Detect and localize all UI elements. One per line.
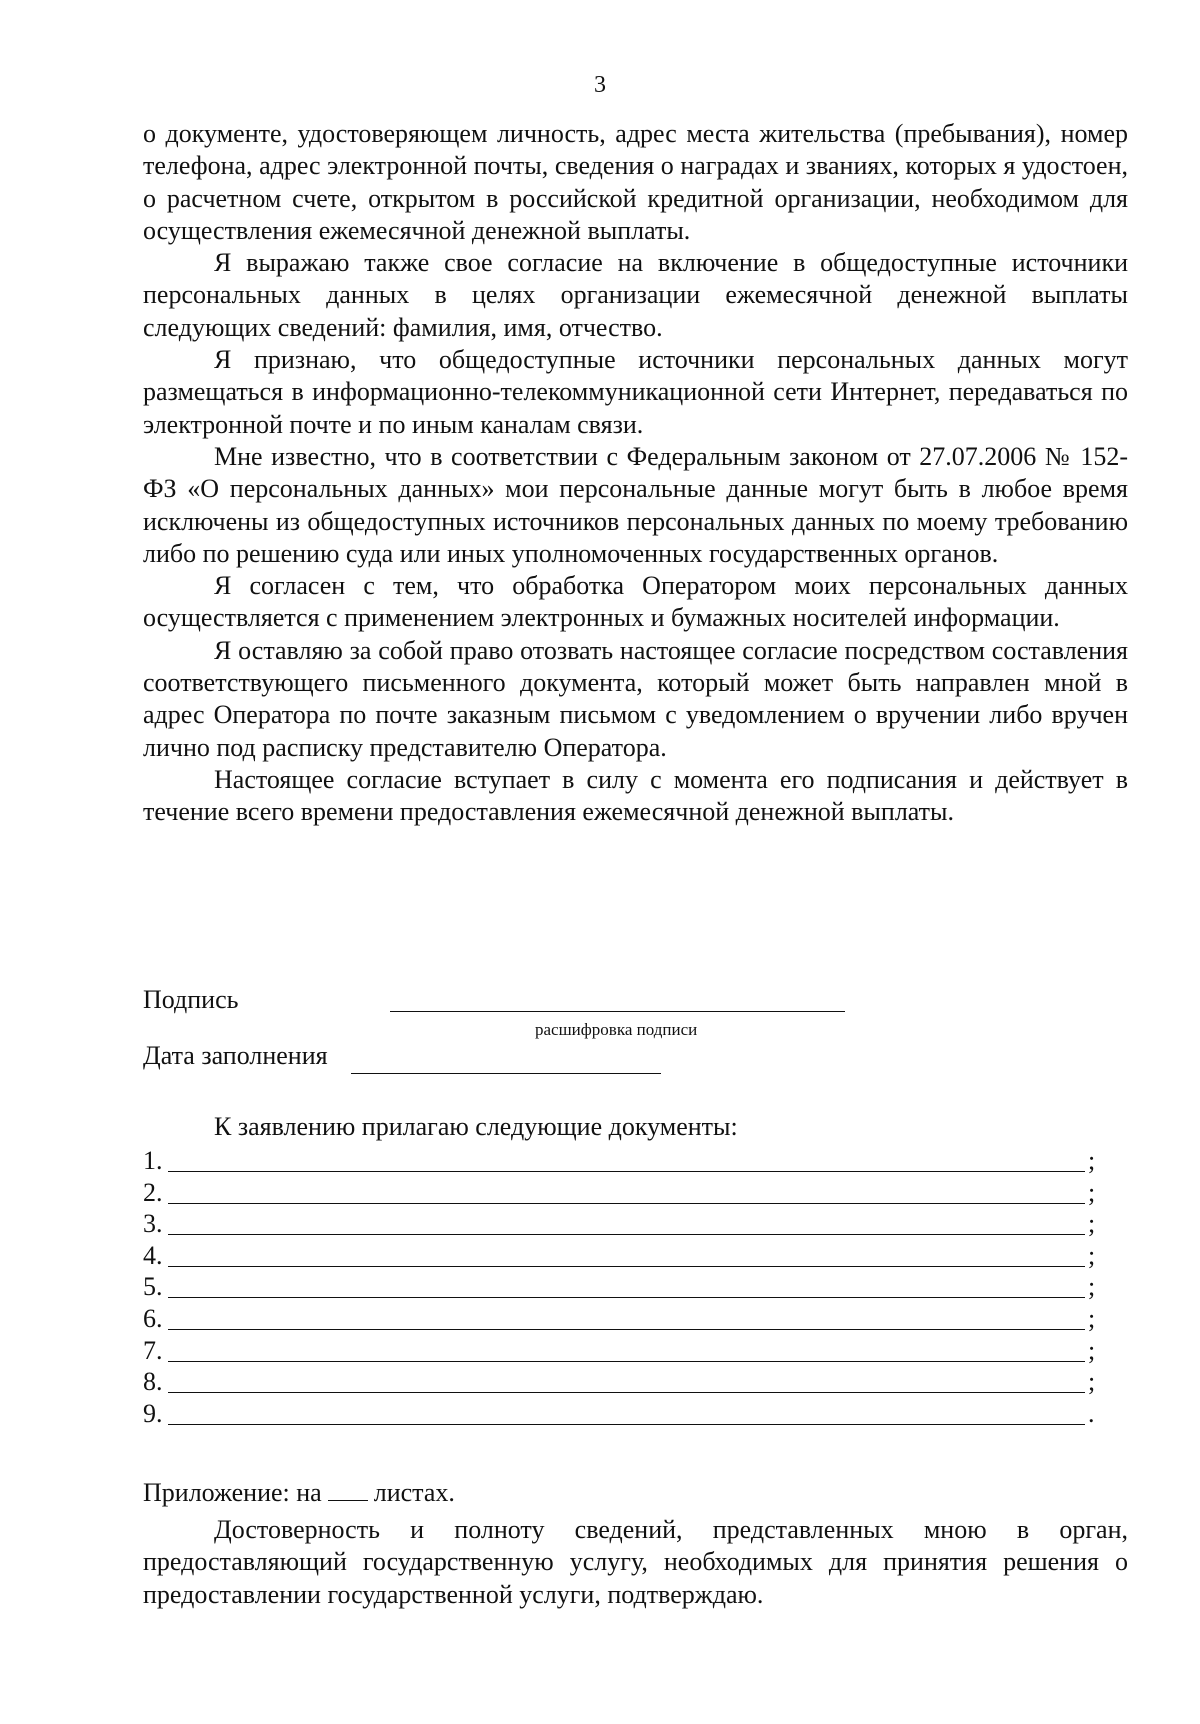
attachment-terminator: ;	[1088, 1240, 1096, 1270]
attachment-number: 1.	[143, 1146, 163, 1175]
paragraph-withdrawal-right: Я оставляю за собой право отозвать настоящее согласие посредством составления соответствующего письменного документа, который может быть направлен мной в адрес Оператора по почте заказным письмом с уведомлением о вручении либо вручен лично под расписку представителю Оператора.	[143, 635, 1128, 762]
attachment-item	[143, 1177, 1128, 1209]
appendix-line	[143, 1478, 455, 1508]
attachment-item	[143, 1208, 1128, 1240]
attachment-number: 2.	[143, 1177, 163, 1207]
page-number: 3	[594, 72, 606, 98]
paragraph-internet-placement: Я признаю, что общедоступные источники персональных данных могут размещаться в информационно-телекоммуникационной сети Интернет, передаваться по электронной почте и по иным каналам связи.	[143, 345, 1128, 439]
signature-decoding-caption: расшифровка подписи	[535, 1020, 698, 1039]
attachment-number: 4.	[143, 1240, 163, 1270]
appendix-prefix: Приложение: на	[143, 1478, 322, 1507]
signature-label: Подпись	[143, 985, 239, 1014]
attachment-field-line[interactable]	[168, 1329, 1085, 1330]
final-statement: Достоверность и полноту сведений, представленных мною в орган, предоставляющий государственную услугу, необходимых для принятия решения о предоставлении государственной услуги, подтверждаю.	[143, 1515, 1128, 1609]
sheet-count-field-line[interactable]	[328, 1480, 368, 1501]
attachment-terminator: ;	[1088, 1209, 1096, 1239]
attachment-item	[143, 1366, 1128, 1398]
attachment-number: 9.	[143, 1398, 163, 1428]
attachment-field-line[interactable]	[168, 1361, 1085, 1362]
fill-date-field-line[interactable]	[351, 1073, 661, 1074]
paragraph-processing-media: Я согласен с тем, что обработка Оператором моих персональных данных осуществляется с применением электронных и бумажных носителей информации.	[143, 571, 1128, 633]
attachment-number: 3.	[143, 1209, 163, 1239]
attachment-terminator: ;	[1088, 1146, 1096, 1175]
attachment-field-line[interactable]	[168, 1171, 1085, 1172]
signature-block	[143, 985, 1128, 1085]
attachment-number: 6.	[143, 1303, 163, 1333]
paragraph-personal-data-list: о документе, удостоверяющем личность, адрес места жительства (пребывания), номер телефона, адрес электронной почты, сведения о наградах и званиях, которых я удостоен, о расчетном счете, открытом в российской кредитной организации, необходимом для осуществления ежемесячной денежной выплаты.	[143, 119, 1128, 245]
attachments-heading: К заявлению прилагаю следующие документы:	[214, 1112, 738, 1141]
attachment-field-line[interactable]	[168, 1297, 1085, 1298]
attachment-field-line[interactable]	[168, 1424, 1085, 1425]
attachment-item	[143, 1398, 1128, 1430]
attachment-number: 8.	[143, 1367, 163, 1397]
attachment-field-line[interactable]	[168, 1234, 1085, 1235]
attachment-item	[143, 1303, 1128, 1335]
attachment-field-line[interactable]	[168, 1266, 1085, 1267]
attachment-number: 7.	[143, 1335, 163, 1365]
fill-date-label: Дата заполнения	[143, 1041, 328, 1070]
appendix-suffix: листах.	[373, 1478, 455, 1507]
attachment-item	[143, 1240, 1128, 1272]
paragraph-validity-period: Настоящее согласие вступает в силу с момента его подписания и действует в течение всего времени предоставления ежемесячной денежной выплаты.	[143, 764, 1128, 827]
attachment-terminator: ;	[1088, 1272, 1096, 1302]
attachment-terminator: ;	[1088, 1303, 1096, 1333]
attachment-item	[143, 1145, 1128, 1177]
attachments-list	[143, 1145, 1128, 1429]
attachment-item	[143, 1335, 1128, 1367]
attachment-item	[143, 1271, 1128, 1303]
attachment-terminator: ;	[1088, 1335, 1096, 1365]
signature-field-line[interactable]	[390, 1011, 845, 1012]
attachment-field-line[interactable]	[168, 1203, 1085, 1204]
attachment-terminator: ;	[1088, 1367, 1096, 1397]
attachment-field-line[interactable]	[168, 1392, 1085, 1393]
consent-body	[143, 118, 1128, 829]
attachment-number: 5.	[143, 1272, 163, 1302]
final-statement-block	[143, 1514, 1128, 1611]
attachment-terminator: ;	[1088, 1177, 1096, 1207]
attachment-terminator: .	[1088, 1398, 1095, 1428]
paragraph-public-sources-consent: Я выражаю также свое согласие на включение в общедоступные источники персональных данных в целях организации ежемесячной денежной выплаты следующих сведений: фамилия, имя, отчество.	[143, 248, 1128, 342]
paragraph-federal-law: Мне известно, что в соответствии с Федеральным законом от 27.07.2006 № 152-ФЗ «О персональных данных» мои персональные данные могут быть в любое время исключены из общедоступных источников персональных данных по моему требованию либо по решению суда или иных уполномоченных государственных органов.	[143, 441, 1128, 568]
